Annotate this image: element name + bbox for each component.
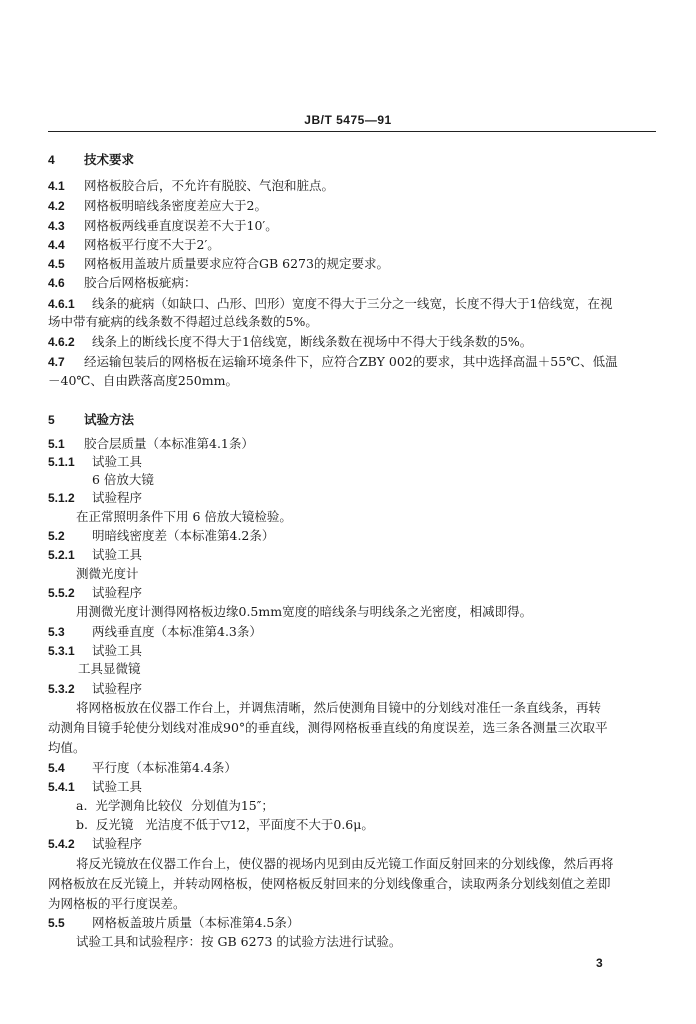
clause-text: 试验工具 xyxy=(92,779,143,794)
clause-number: 4.7 xyxy=(48,355,65,369)
clause-4-6-1-cont xyxy=(48,314,648,330)
clause-number: 5.1 xyxy=(48,437,65,451)
section-title: 试验方法 xyxy=(84,412,135,427)
clause-5-4 xyxy=(48,760,648,776)
clause-5-4-1 xyxy=(48,779,648,795)
clause-text: 网格板明暗线条密度差应大于2。 xyxy=(84,198,267,213)
clause-text: 场中带有疵病的线条数不得超过总线条数的5%。 xyxy=(48,314,318,329)
clause-text: 试验程序 xyxy=(92,585,143,600)
clause-number: 5.1.1 xyxy=(48,455,75,469)
clause-5-2 xyxy=(48,528,648,544)
clause-number: 4.4 xyxy=(48,238,65,252)
clause-number: 5.5.2 xyxy=(48,586,75,600)
clause-text: 试验程序 xyxy=(92,490,143,505)
clause-5-1-2 xyxy=(48,490,648,506)
clause-number: 4.5 xyxy=(48,257,65,271)
clause-text: 胶合后网格板疵病： xyxy=(84,275,197,290)
clause-number: 5.2 xyxy=(48,529,65,543)
section-5-heading xyxy=(48,412,648,428)
clause-5-3-2-body-1: 将网格板放在仪器工作台上，并调焦清晰，然后使测角目镜中的分划线对准任一条直线条，再转 xyxy=(76,700,602,715)
clause-number: 4.6.1 xyxy=(48,297,75,311)
clause-4-7 xyxy=(48,354,648,370)
clause-text: 明暗线密度差（本标准第4.2条） xyxy=(92,528,275,543)
clause-4-5 xyxy=(48,256,648,272)
clause-text: 两线垂直度（本标准第4.3条） xyxy=(92,624,262,639)
clause-4-3 xyxy=(48,218,648,234)
clause-5-3-2-body-2: 动测角目镜手轮使分划线对准成90°的垂直线，测得网格板垂直线的角度误差，选三条各测量三次取平 xyxy=(48,720,608,735)
clause-number: 5.5 xyxy=(48,916,65,930)
clause-4-4 xyxy=(48,237,648,253)
clause-4-2 xyxy=(48,198,648,214)
clause-5-3 xyxy=(48,624,648,640)
section-4-heading xyxy=(48,152,648,168)
clause-4-7-cont xyxy=(48,373,648,389)
standard-code-header: JB/T 5475—91 xyxy=(304,113,392,127)
clause-text: 经运输包装后的网格板在运输环境条件下，应符合ZBY 002的要求，其中选择高温＋55℃、低温 xyxy=(84,354,618,369)
section-number: 4 xyxy=(48,153,55,167)
clause-text: 试验工具 xyxy=(92,643,143,658)
clause-number: 4.2 xyxy=(48,199,65,213)
clause-number: 5.3 xyxy=(48,625,65,639)
clause-text: 线条的疵病（如缺口、凸形、凹形）宽度不得大于三分之一线宽，长度不得大于1倍线宽，在视 xyxy=(92,296,613,311)
clause-text: 线条上的断线长度不得大于1倍线宽，断线条数在视场中不得大于线条数的5%。 xyxy=(92,334,533,349)
clause-5-2-1 xyxy=(48,547,648,563)
clause-number: 4.3 xyxy=(48,219,65,233)
clause-5-5-2 xyxy=(48,585,648,601)
clause-5-4-2-body-2: 网格板放在反光镜上，并转动网格板，使网格板反射回来的分划线像重合，读取两条分划线刻值之差即 xyxy=(48,876,611,891)
clause-5-1-1 xyxy=(48,454,648,470)
clause-number: 4.1 xyxy=(48,179,65,193)
clause-number: 4.6 xyxy=(48,276,65,290)
clause-text: 试验工具 xyxy=(92,547,143,562)
clause-4-6 xyxy=(48,275,648,291)
clause-5-5-2-body: 用测微光度计测得网格板边缘0.5mm宽度的暗线条与明线条之光密度，相减即得。 xyxy=(76,604,533,619)
clause-5-1-1-body: 6 倍放大镜 xyxy=(92,472,154,487)
header-divider xyxy=(48,131,656,132)
clause-text: 胶合层质量（本标准第4.1条） xyxy=(84,436,254,451)
clause-text: 网格板用盖玻片质量要求应符合GB 6273的规定要求。 xyxy=(84,256,389,271)
section-number: 5 xyxy=(48,413,55,427)
page-number: 3 xyxy=(596,956,603,970)
clause-5-4-2 xyxy=(48,836,648,852)
clause-5-1-2-body: 在正常照明条件下用 6 倍放大镜检验。 xyxy=(76,509,292,524)
clause-text: 平行度（本标准第4.4条） xyxy=(92,760,237,775)
clause-5-5 xyxy=(48,915,648,931)
clause-text: 试验工具 xyxy=(92,454,143,469)
clause-text: 网格板盖玻片质量（本标准第4.5条） xyxy=(92,915,300,930)
clause-text: 试验程序 xyxy=(92,836,143,851)
clause-number: 5.1.2 xyxy=(48,491,75,505)
clause-5-4-1-item-b: b. 反光镜 光洁度不低于▽12，平面度不大于0.6μ。 xyxy=(76,817,374,832)
clause-4-6-2 xyxy=(48,334,648,350)
clause-5-3-2 xyxy=(48,681,648,697)
clause-number: 5.3.2 xyxy=(48,682,75,696)
clause-text: 试验程序 xyxy=(92,681,143,696)
clause-5-3-2-body-3: 均值。 xyxy=(48,740,86,755)
clause-4-6-1 xyxy=(48,296,648,312)
clause-number: 5.3.1 xyxy=(48,644,75,658)
clause-number: 5.4.2 xyxy=(48,837,75,851)
clause-5-5-body: 试验工具和试验程序：按 GB 6273 的试验方法进行试验。 xyxy=(76,934,402,949)
clause-text: 网格板两线垂直度误差不大于10′。 xyxy=(84,218,278,233)
clause-5-4-2-body-3: 为网格板的平行度误差。 xyxy=(48,896,186,911)
clause-number: 5.2.1 xyxy=(48,548,75,562)
clause-5-1 xyxy=(48,436,648,452)
clause-text: －40℃、自由跌落高度250mm。 xyxy=(48,373,238,388)
clause-text: 网格板胶合后，不允许有脱胶、气泡和脏点。 xyxy=(84,178,335,193)
clause-4-1 xyxy=(48,178,648,194)
clause-text: 网格板平行度不大于2′。 xyxy=(84,237,220,252)
clause-5-4-2-body-1: 将反光镜放在仪器工作台上，使仪器的视场内见到由反光镜工作面反射回来的分划线像，然后再将 xyxy=(76,856,614,871)
clause-number: 4.6.2 xyxy=(48,335,75,349)
clause-5-2-1-body: 测微光度计 xyxy=(76,566,139,581)
clause-5-3-1-body: 工具显微镜 xyxy=(78,661,141,676)
section-title: 技术要求 xyxy=(84,152,135,167)
clause-5-4-1-item-a: a. 光学测角比较仪 分划值为15″； xyxy=(76,798,274,813)
clause-5-3-1 xyxy=(48,643,648,659)
clause-number: 5.4 xyxy=(48,761,65,775)
clause-number: 5.4.1 xyxy=(48,780,75,794)
